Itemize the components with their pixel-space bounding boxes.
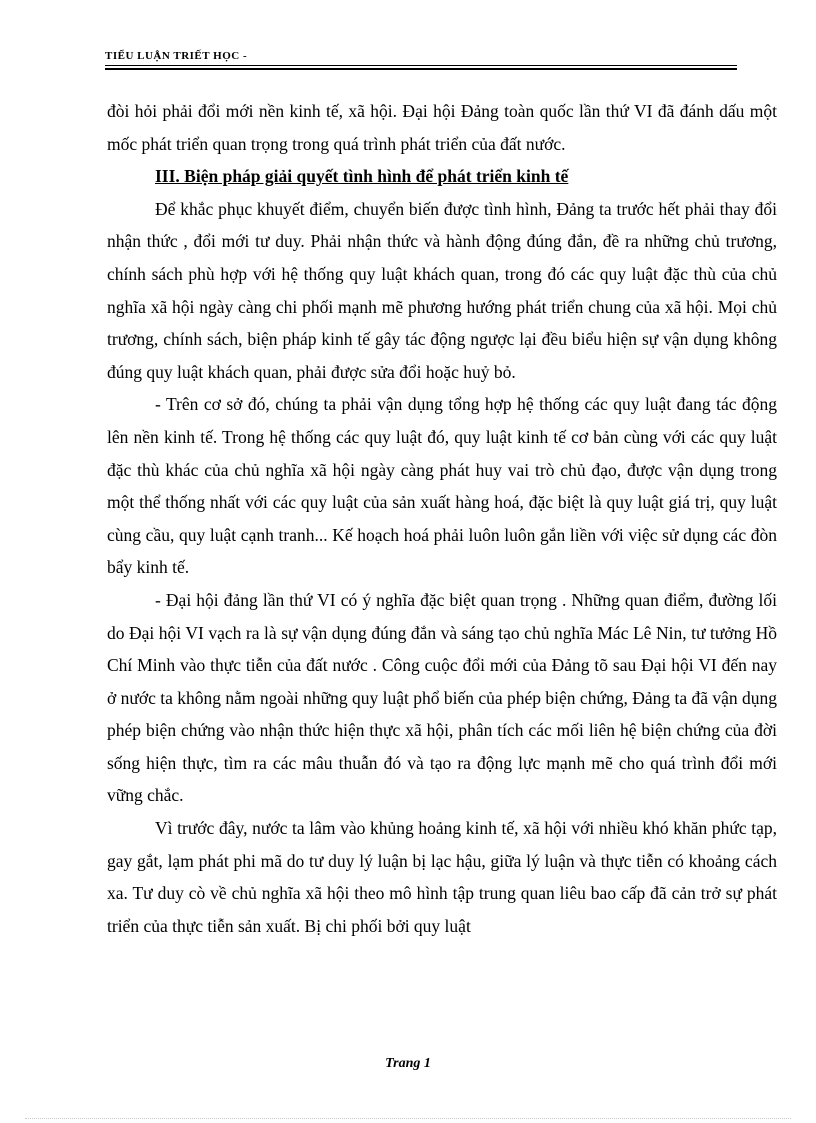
page-number: Trang 1 xyxy=(385,1056,431,1071)
header-rule-thick xyxy=(105,68,737,70)
running-header: TIỂU LUẬN TRIẾT HỌC - xyxy=(105,50,248,62)
header-rule xyxy=(105,65,737,66)
paragraph: - Đại hội đảng lần thứ VI có ý nghĩa đặc biệt quan trọng . Những quan điểm, đường lối do Đại hội VI vạch ra là sự vận dụng đúng đắn và sáng tạo chủ nghĩa Mác Lê Nin, tư tưởng Hồ Chí Minh vào thực tiễn của đất nước . Công cuộc đổi mới của Đảng tõ sau Đại hội VI đến nay ở nước ta không nằm ngoài những quy luật phổ biến của phép biện chứng, Đảng ta đã vận dụng phép biện chứng vào nhận thức hiện thực xã hội, phân tích các mối liên hệ biện chứng của đời sống hiện thực, tìm ra các mâu thuẫn đó và tạo ra động lực mạnh mẽ cho quá trình đổi mới vững chắc. xyxy=(107,589,778,806)
paragraph: - Trên cơ sở đó, chúng ta phải vận dụng tổng hợp hệ thống các quy luật đang tác động lên nền kinh tế. Trong hệ thống các quy luật đó, quy luật kinh tế cơ bản cùng với các quy luật đặc thù khác của chủ nghĩa xã hội ngày càng phát huy vai trò chủ đạo, được vận dụng trong một thể thống nhất với các quy luật của sản xuất hàng hoá, đặc biệt là quy luật giá trị, quy luật cùng cầu, quy luật cạnh tranh... Kế hoạch hoá phải luôn luôn gắn liền với việc sử dụng các đòn bẩy kinh tế. xyxy=(107,394,777,578)
paragraph: Vì trước đây, nước ta lâm vào khủng hoảng kinh tế, xã hội với nhiều khó khăn phức tạp, gay gắt, lạm phát phi mã do tư duy lý luận bị lạc hậu, giữa lý luận và thực tiễn có khoảng cách xa. Tư duy cò về chủ nghĩa xã hội theo mô hình tập trung quan liêu bao cấp đã cản trở sự phát triển của thực tiễn sản xuất. Bị chi phối bởi quy luật xyxy=(107,818,777,936)
section-heading: III. Biện pháp giải quyết tình hình để phát triển kinh tế xyxy=(155,166,569,187)
paragraph-continuation: đòi hỏi phải đổi mới nền kinh tế, xã hội. Đại hội Đảng toàn quốc lần thứ VI đã đánh dấu một mốc phát triển quan trọng trong quá trình phát triển của đất nước. xyxy=(107,101,777,154)
paragraph: Để khắc phục khuyết điểm, chuyển biến được tình hình, Đảng ta trước hết phải thay đổi nhận thức , đổi mới tư duy. Phải nhận thức và hành động đúng đắn, đề ra những chủ trương, chính sách phù hợp với hệ thống quy luật khách quan, trong đó các quy luật đặc thù của chủ nghĩa xã hội ngày càng chi phối mạnh mẽ phương hướng phát triển chung của xã hội. Mọi chủ trương, chính sách, biện pháp kinh tế gây tác động ngược lại đều biểu hiện sự vận dụng không đúng quy luật khách quan, phải được sửa đổi hoặc huỷ bỏ. xyxy=(107,198,777,382)
page-edge-divider xyxy=(25,1118,791,1119)
document-body xyxy=(107,95,777,942)
